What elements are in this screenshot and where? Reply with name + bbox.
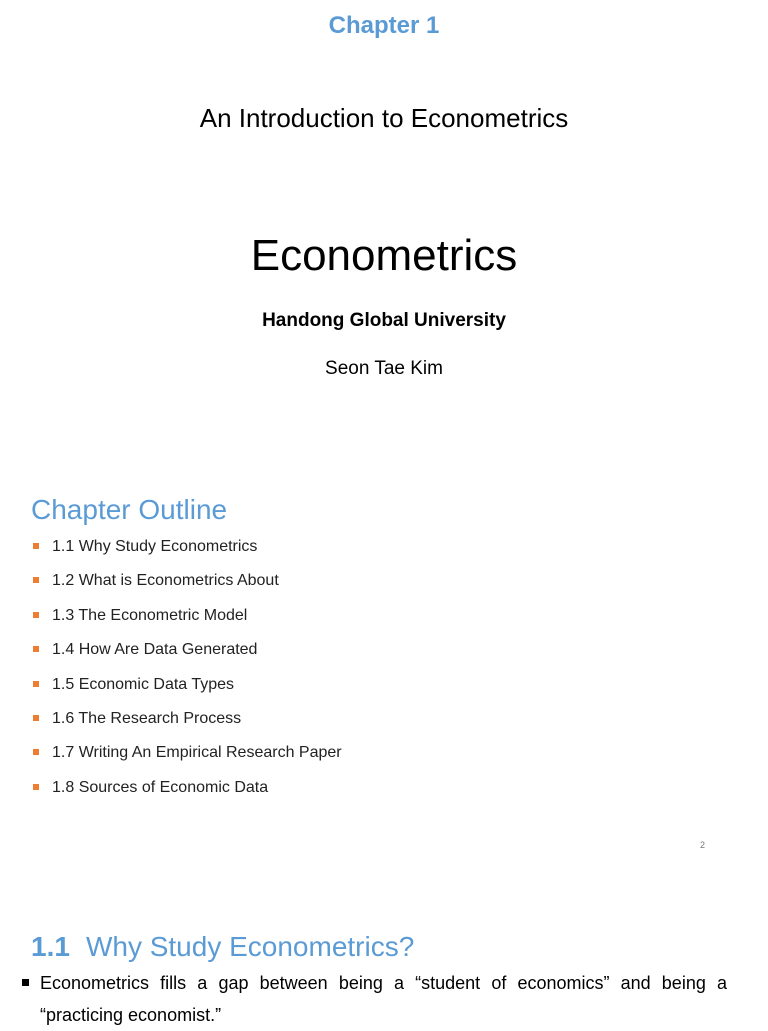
outline-item-label: 1.3 The Econometric Model <box>52 606 248 624</box>
outline-item-label: 1.1 Why Study Econometrics <box>52 538 258 555</box>
page-number: 2 <box>700 840 706 850</box>
outline-item <box>33 708 342 742</box>
section-title: Why Study Econometrics? <box>85 931 415 962</box>
outline-item-label: 1.6 The Research Process <box>52 709 242 727</box>
outline-item-label: 1.5 Economic Data Types <box>52 675 235 693</box>
author-name: Seon Tae Kim <box>325 358 443 379</box>
outline-item <box>33 674 342 708</box>
square-bullet-icon <box>33 784 39 790</box>
outline-list <box>33 536 342 811</box>
outline-item-label: 1.2 What is Econometrics About <box>52 572 279 590</box>
square-bullet-icon <box>33 577 39 583</box>
outline-item-label: 1.7 Writing An Empirical Research Paper <box>52 744 342 762</box>
outline-item <box>33 639 342 673</box>
square-bullet-icon <box>33 681 39 687</box>
chapter-subtitle: An Introduction to Econometrics <box>199 103 569 133</box>
chapter-label: Chapter 1 <box>328 12 440 39</box>
section-heading <box>31 927 414 967</box>
bullet-paragraph <box>22 967 727 1031</box>
outline-item <box>33 570 342 604</box>
outline-item <box>33 605 342 639</box>
outline-title: Chapter Outline <box>31 494 228 525</box>
university-name: Handong Global University <box>262 310 506 331</box>
outline-item <box>33 777 342 811</box>
bullet-text: Econometrics fills a gap between being a “student of economics” and being a “practicing economist.” <box>40 973 727 1025</box>
section-number: 1.1 <box>31 931 70 962</box>
outline-item <box>33 536 342 570</box>
outline-item-label: 1.4 How Are Data Generated <box>52 641 258 659</box>
square-bullet-icon <box>33 543 39 549</box>
square-bullet-icon <box>33 646 39 652</box>
outline-item <box>33 742 342 776</box>
outline-item-label: 1.8 Sources of Economic Data <box>52 778 269 796</box>
square-bullet-icon <box>22 979 29 986</box>
square-bullet-icon <box>33 612 39 618</box>
square-bullet-icon <box>33 715 39 721</box>
course-title: Econometrics <box>250 231 518 280</box>
square-bullet-icon <box>33 749 39 755</box>
